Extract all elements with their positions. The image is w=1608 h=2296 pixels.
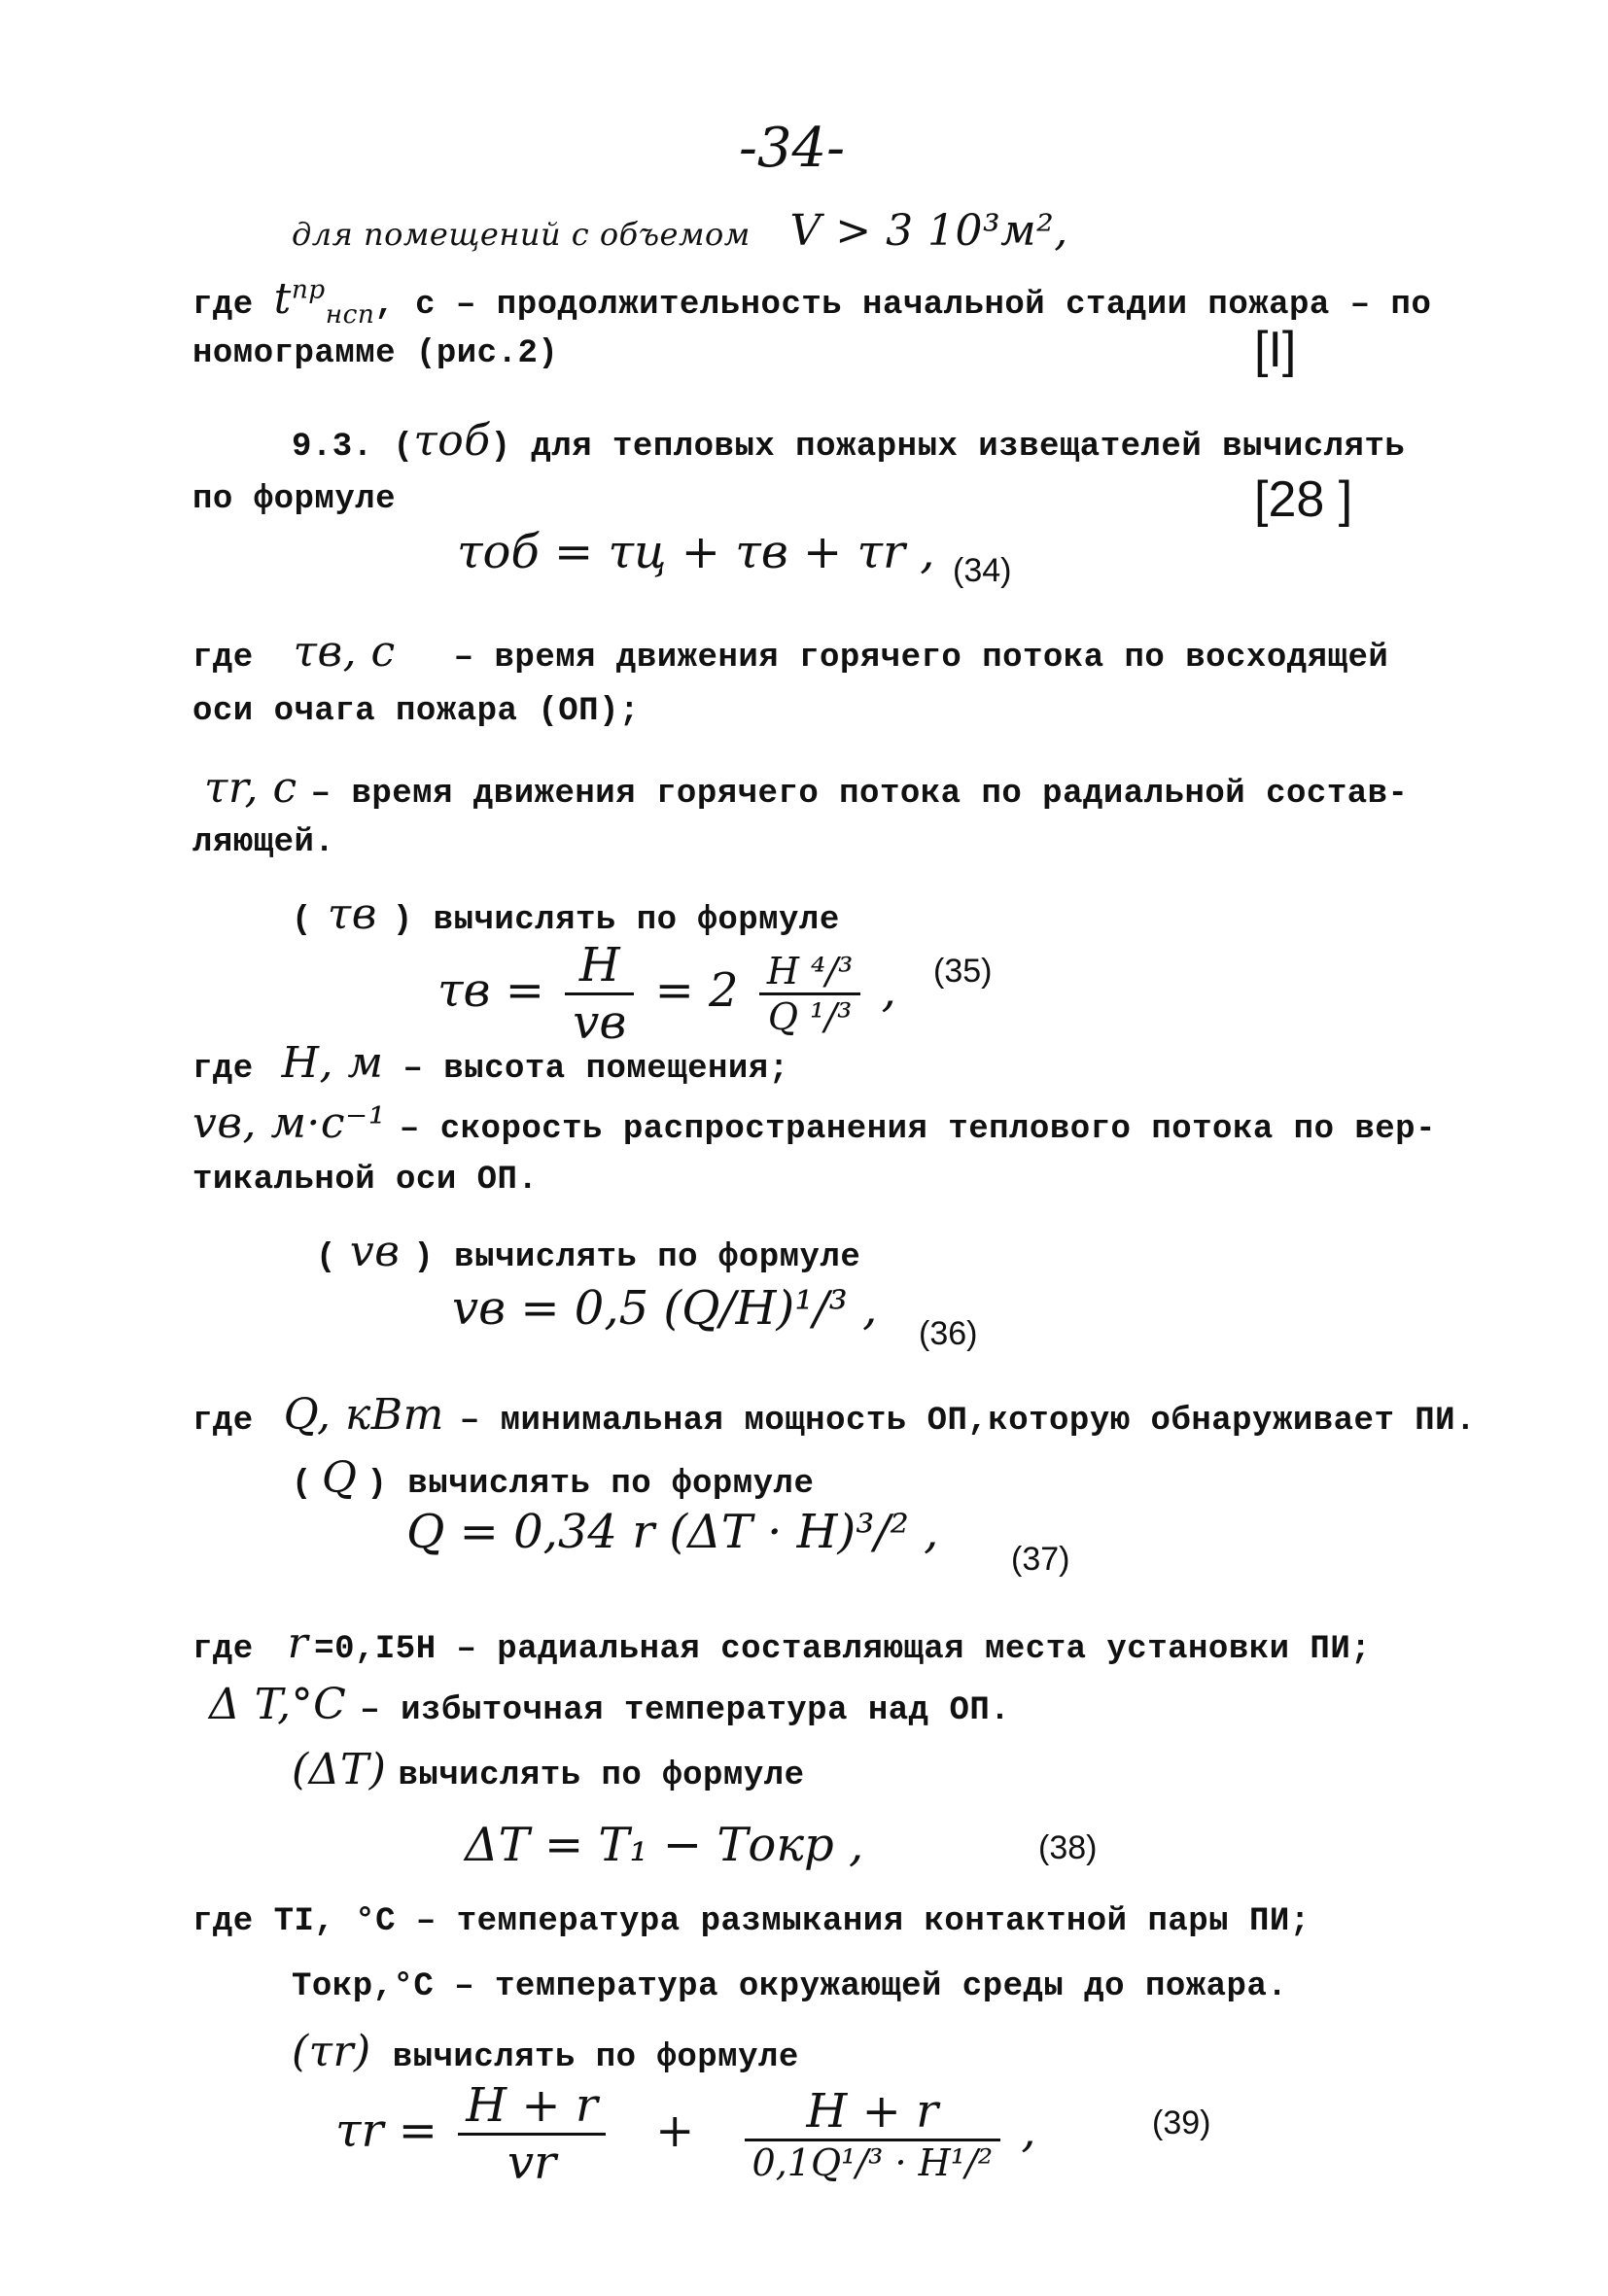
reference-1: [I] (1254, 322, 1297, 378)
text-line-t1: где TI, °C – температура размыкания контактной пары ПИ; (192, 1903, 1311, 1940)
text-line-power: где Q, кВт – минимальная мощность ОП,которую обнаруживает ПИ. (192, 1390, 1476, 1440)
text-line-tau-r: τr, c – время движения горячего потока по радиальной состав- (204, 763, 1409, 813)
symbol-t-nsp: $t^{пр}_{нсп}$ (273, 274, 375, 330)
symbol-tau-v: τв, с (293, 627, 396, 677)
text-line-vertical-axis: тикальной оси ОП. (192, 1162, 539, 1199)
fraction-h-over-v: $\frac{H}{vв}$ (565, 938, 634, 1050)
symbol-r: r (287, 1618, 309, 1668)
formula-37: Q = 0,34 r (ΔT · H)³/² , (406, 1505, 939, 1559)
text-line-calc-v-v: ( vв ) вычислять по формуле (316, 1227, 861, 1276)
fraction-hr-over-vr: $\frac{H + r}{vr}$ (458, 2078, 606, 2190)
symbol-v-v-2: vв (349, 1227, 401, 1276)
equation-number-39: (39) (1152, 2105, 1211, 2141)
equation-number-38: (38) (1038, 1829, 1098, 1866)
symbol-tau-ob: τоб (413, 416, 491, 466)
symbol-tau-r: τr, c (204, 763, 297, 813)
word-gde: где (192, 287, 254, 324)
text-line-radial: где r =0,I5H – радиальная составляющая места установки ПИ; (192, 1618, 1372, 1668)
text-line-axis: оси очага пожара (ОП); (192, 693, 640, 730)
symbol-q: Q, кВт (283, 1390, 444, 1440)
text-line-tokr: Токр,°С – температура окружающей среды до пожара. (292, 1968, 1288, 2005)
equation-number-35: (35) (933, 953, 993, 990)
symbol-q-2: Q (321, 1453, 358, 1503)
text-line-tnsp (192, 274, 1431, 330)
page-number: -34- (739, 117, 846, 180)
symbol-delta-t-2: (ΔT) (292, 1745, 387, 1794)
text-line-9-3: 9.3. (τоб) для тепловых пожарных извещателей вычислять (292, 416, 1406, 466)
symbol-tau-r-2: (τr) (292, 2027, 371, 2076)
symbol-delta-t: Δ T,°C (209, 1680, 347, 1729)
text-line-calc-tau-r: (τr) вычислять по формуле (292, 2027, 799, 2076)
reference-2: [28 ] (1254, 471, 1353, 528)
formula-39: τr = $\frac{H + r}{vr}$ + $\frac{H + r}{\text{0,1Q¹/³ · H¹/²}}$ , (335, 2078, 1036, 2190)
symbol-v-v: vв, м·с⁻¹ (192, 1098, 386, 1148)
tnsp-description: , с – продолжительность начальной стадии пожара – по (374, 287, 1432, 324)
text-line-nomogram: номограмме (рис.2) (192, 335, 559, 372)
text-line-component: ляющей. (192, 824, 335, 861)
text-line-height: где H, м – высота помещения; (192, 1038, 789, 1088)
formula-35: τв = $\frac{H}{vв}$ = 2 $\frac{\text{H ⁴/³}}{\text{Q ¹/³}}$ , (437, 938, 896, 1050)
text-line-volume (292, 206, 1068, 256)
text-line-calc-tau-v: ( τв ) вычислять по формуле (292, 889, 840, 939)
fraction-hr-over-q-h: $\frac{H + r}{\text{0,1Q¹/³ · H¹/²}}$ (745, 2084, 1001, 2184)
fraction-h43-over-q13: $\frac{\text{H ⁴/³}}{\text{Q ¹/³}}$ (759, 950, 861, 1038)
symbol-h: H, м (281, 1038, 384, 1088)
text-line-po-formule: по формуле (192, 481, 397, 518)
text-line-velocity: vв, м·с⁻¹ – скорость распространения теплового потока по вер- (192, 1098, 1436, 1148)
equation-number-34: (34) (953, 552, 1012, 589)
symbol-tau-v-2: τв (327, 889, 377, 939)
equation-number-36: (36) (919, 1315, 978, 1352)
formula-36: vв = 0,5 (Q/H)¹/³ , (452, 1281, 878, 1336)
text-line-delta-t: Δ T,°C – избыточная температура над ОП. (209, 1680, 1011, 1729)
formula-34: τоб = τц + τв + τr , (457, 525, 935, 579)
text-line-calc-delta-t: (ΔT) вычислять по формуле (292, 1745, 805, 1794)
volume-formula: V > 3 10³м², (789, 206, 1068, 256)
text-line-tau-v: где τв, с – время движения горячего потока по восходящей (192, 627, 1389, 677)
equation-number-37: (37) (1011, 1541, 1070, 1578)
formula-38: ΔT = T₁ − Tокр , (465, 1818, 864, 1872)
volume-text: для помещений с объемом (292, 216, 751, 253)
text-line-calc-q: ( Q ) вычислять по формуле (292, 1453, 815, 1503)
